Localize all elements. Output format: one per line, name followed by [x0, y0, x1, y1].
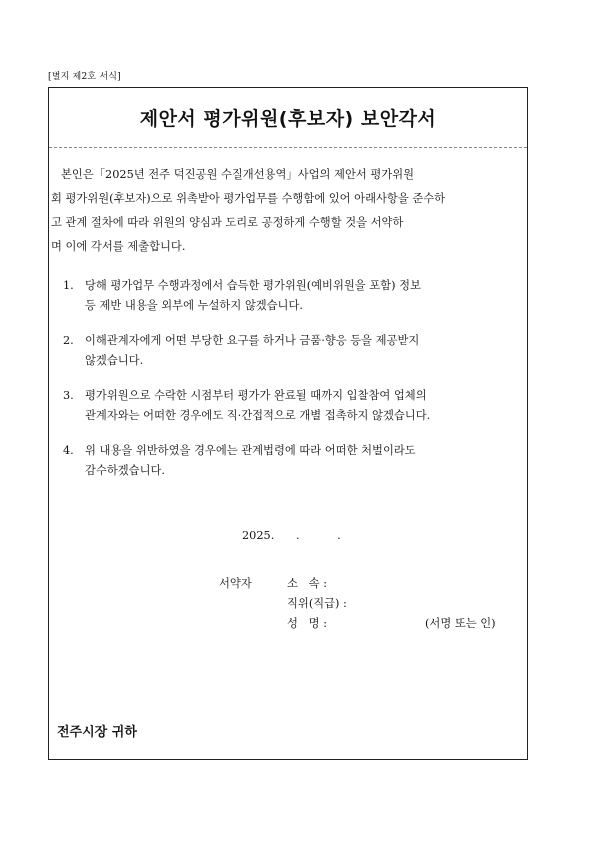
intro-line: 본인은「2025년 전주 덕진공원 수질개선용역」사업의 제안서 평가위원	[61, 168, 415, 181]
pledge-item	[63, 441, 525, 481]
pledge-form	[48, 87, 528, 760]
title-band	[49, 88, 527, 148]
pledge-items	[63, 276, 525, 496]
pledge-item	[63, 331, 525, 371]
pledge-item	[63, 276, 525, 316]
item-text: 감수하겠습니다.	[85, 464, 165, 477]
name-label: 성 명 :	[287, 617, 327, 630]
item-number: 1.	[63, 279, 74, 292]
item-text: 않겠습니다.	[85, 354, 144, 367]
affiliation-label: 소 속 :	[287, 577, 327, 590]
addressee: 전주시장 귀하	[57, 725, 137, 740]
position-label: 직위(직급) :	[287, 597, 347, 610]
form-number-label: [별지 제2호 서식]	[48, 72, 121, 82]
date-year: 2025.	[242, 529, 275, 542]
item-text: 위 내용을 위반하였을 경우에는 관계법령에 따라 어떠한 처벌이라도	[85, 444, 416, 457]
intro-line: 며 이에 각서를 제출합니다.	[51, 240, 186, 253]
intro-line: 고 관계 절차에 따라 위원의 양심과 도리로 공정하게 수행할 것을 서약하	[51, 216, 404, 229]
document-title: 제안서 평가위원(후보자) 보안각서	[139, 108, 437, 130]
date-day: .	[337, 529, 341, 542]
item-text: 당해 평가업무 수행과정에서 습득한 평가위원(예비위원을 포함) 정보	[85, 279, 421, 292]
item-text: 평가위원으로 수락한 시점부터 평가가 완료될 때까지 입찰참여 업체의	[85, 389, 427, 402]
intro-line: 회 평가위원(후보자)으로 위촉받아 평가업무를 수행함에 있어 아래사항을 준수하	[51, 192, 446, 205]
seal-note: (서명 또는 인)	[425, 617, 496, 630]
item-text: 등 제반 내용을 외부에 누설하지 않겠습니다.	[85, 299, 303, 312]
item-text: 관계자와는 어떠한 경우에도 직·간접적으로 개별 접촉하지 않겠습니다.	[85, 409, 431, 422]
pledge-date	[242, 529, 341, 542]
pledge-item	[63, 386, 525, 426]
item-number: 4.	[63, 444, 74, 457]
signer-role-label: 서약자	[219, 577, 252, 590]
item-text: 이해관계자에게 어떤 부당한 요구를 하거나 금품·향응 등을 제공받지	[85, 334, 420, 347]
intro-paragraph	[51, 163, 527, 259]
item-number: 2.	[63, 334, 74, 347]
date-month: .	[295, 529, 300, 542]
item-number: 3.	[63, 389, 74, 402]
